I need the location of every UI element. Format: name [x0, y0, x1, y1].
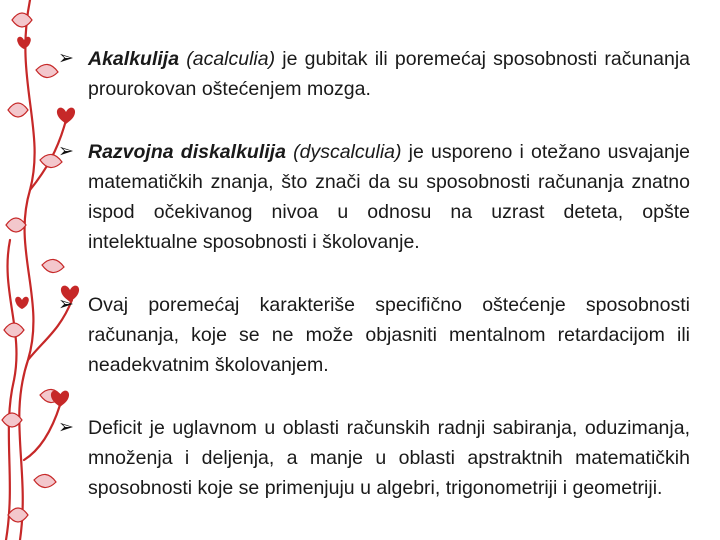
latin-term: (acalculia)	[186, 48, 276, 70]
list-item	[58, 137, 690, 257]
arrow-bullet-icon: ➢	[58, 48, 74, 69]
list-item	[58, 290, 690, 380]
term-akalkulija: Akalkulija	[88, 48, 180, 70]
list-item	[58, 413, 690, 503]
definition-text: je gubitak ili poremećaj sposobnosti računanja prourokovan oštećenjem mozga.	[88, 48, 690, 100]
arrow-bullet-icon: ➢	[58, 417, 74, 438]
paragraph-text: Ovaj poremećaj karakteriše specifično oštećenje sposobnosti računanja, koje se ne može objasniti mentalnom retardacijom ili neadekvatnim školovanjem.	[88, 294, 690, 376]
arrow-bullet-icon: ➢	[58, 141, 74, 162]
definition-text: je usporeno i otežano usvajanje matematičkih znanja, što znači da su sposobnosti računanja znatno ispod očekivanog nivoa u odnosu na uzrast deteta, opšte intelektualne sposobnosti i školovanje.	[88, 141, 690, 253]
term-razvojna-diskalkulija: Razvojna diskalkulija	[88, 141, 286, 163]
bullet-list	[58, 44, 690, 536]
paragraph-text: Deficit je uglavnom u oblasti računskih radnji sabiranja, oduzimanja, množenja i deljenja, a manje u oblasti apstraktnih matematičkih sposobnosti koje se primenjuju u algebri, trigonometriji i geometriji.	[88, 417, 690, 499]
list-item	[58, 44, 690, 104]
arrow-bullet-icon: ➢	[58, 294, 74, 315]
latin-term: (dyscalculia)	[293, 141, 402, 163]
